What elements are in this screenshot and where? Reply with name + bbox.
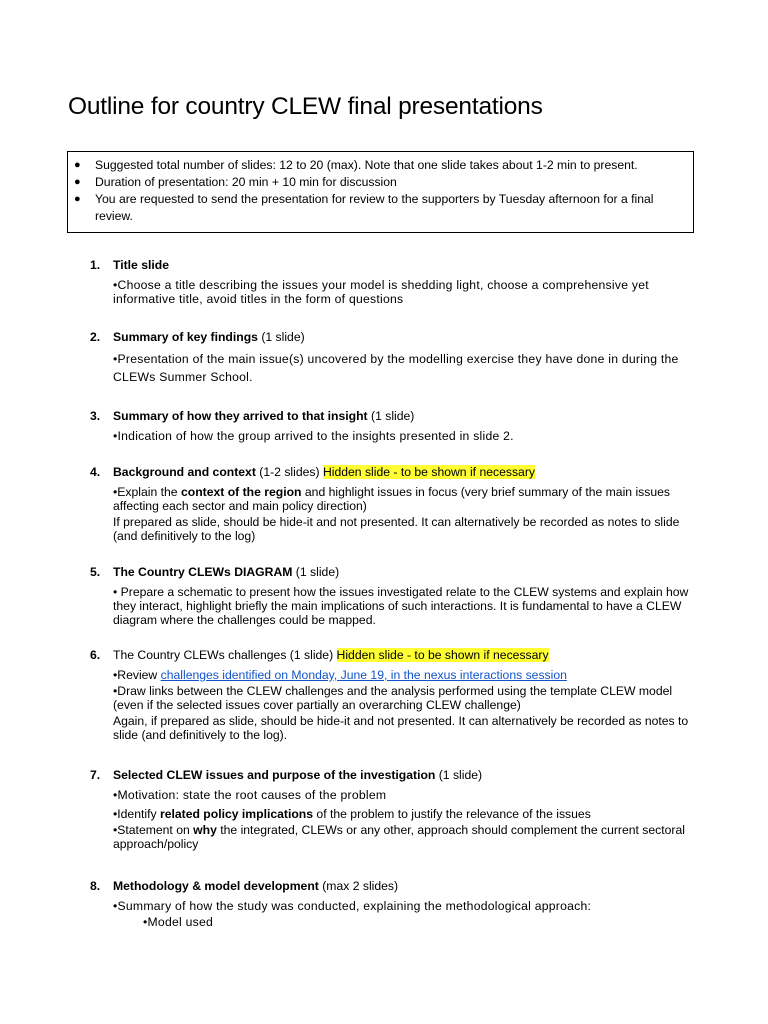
section-body-text: •Motivation: state the root causes of the problem bbox=[113, 788, 387, 802]
section-heading bbox=[90, 465, 700, 479]
section-number: 5. bbox=[90, 565, 101, 579]
notes-item bbox=[76, 174, 685, 191]
section-body-text: •Summary of how the study was conducted, explaining the methodological approach: bbox=[113, 899, 592, 913]
text-run-bold: related policy implications bbox=[159, 807, 314, 821]
section-body-text: If prepared as slide, should be hide-it and not presented. It can alternatively be recorded as notes to slide (and definitively to the log) bbox=[113, 515, 680, 543]
section-slide-count: (1 slide) bbox=[435, 768, 483, 782]
text-run: of the problem to justify the relevance of the issues bbox=[313, 807, 591, 821]
bullet-icon: ● bbox=[74, 176, 81, 188]
section-heading-text: Background and context bbox=[113, 465, 256, 479]
section-body-text: •Presentation of the main issue(s) uncovered by the modelling exercise they have done in during the CLEWs Summer School. bbox=[113, 352, 679, 384]
section-number: 3. bbox=[90, 409, 101, 423]
section-heading bbox=[90, 768, 700, 782]
section-number: 4. bbox=[90, 465, 101, 479]
section-body bbox=[90, 278, 700, 306]
section-heading-text: Selected CLEW issues and purpose of the investigation bbox=[113, 768, 436, 782]
section-diagram bbox=[90, 565, 700, 629]
bullet-icon: ● bbox=[74, 159, 81, 171]
challenges-link[interactable]: challenges identified on Monday, June 19, in the nexus interactions session bbox=[160, 668, 567, 682]
text-run: •Statement on bbox=[113, 823, 194, 837]
section-heading bbox=[90, 879, 700, 893]
section-body bbox=[90, 788, 700, 851]
section-body-text bbox=[113, 823, 700, 851]
section-challenges bbox=[90, 648, 700, 744]
section-body bbox=[90, 429, 700, 443]
notes-item-text: Duration of presentation: 20 min + 10 min for discussion bbox=[95, 175, 397, 189]
section-body-text: Again, if prepared as slide, should be hide-it and not presented. It can alternatively be recorded as notes to slide (and definitively to the log). bbox=[113, 714, 689, 742]
section-heading bbox=[90, 330, 700, 344]
section-number: 2. bbox=[90, 330, 101, 344]
section-body bbox=[90, 485, 700, 543]
section-body bbox=[90, 585, 700, 627]
section-heading bbox=[90, 258, 700, 272]
text-run: •Explain the bbox=[113, 485, 181, 499]
text-run: •Review bbox=[113, 668, 161, 682]
notes-item bbox=[76, 191, 685, 225]
section-body-text: •Choose a title describing the issues your model is shedding light, choose a comprehensive yet informative title, avoid titles in the form of questions bbox=[113, 278, 649, 306]
hidden-slide-highlight: Hidden slide - to be shown if necessary bbox=[322, 465, 535, 479]
section-number: 8. bbox=[90, 879, 101, 893]
section-slide-count: (1-2 slides) bbox=[255, 465, 323, 479]
section-methodology bbox=[90, 879, 700, 931]
text-run-bold: why bbox=[193, 823, 217, 837]
section-body bbox=[90, 668, 700, 742]
section-heading-text: The Country CLEWs challenges (1 slide) bbox=[113, 648, 337, 662]
section-heading-text: Title slide bbox=[113, 258, 169, 272]
section-heading-text: The Country CLEWs DIAGRAM bbox=[113, 565, 293, 579]
notes-item bbox=[76, 157, 685, 174]
section-body-text bbox=[113, 485, 700, 513]
section-slide-count: (1 slide) bbox=[257, 330, 305, 344]
section-body-text: •Indication of how the group arrived to the insights presented in slide 2. bbox=[113, 429, 514, 443]
section-heading-text: Methodology & model development bbox=[113, 879, 319, 893]
notes-item-text: Suggested total number of slides: 12 to 20 (max). Note that one slide takes about 1-2 min to present. bbox=[95, 158, 638, 172]
text-run: and highlight issues in focus (very brief summary of the main issues affecting each sector and main policy direction) bbox=[113, 485, 670, 513]
section-title-slide bbox=[90, 258, 700, 308]
section-slide-count: (1 slide) bbox=[292, 565, 340, 579]
section-body-text bbox=[113, 807, 700, 821]
notes-item-text: You are requested to send the presentation for review to the supporters by Tuesday afternoon for a final review. bbox=[95, 192, 654, 223]
section-issues-purpose bbox=[90, 768, 700, 853]
bullet-icon: ● bbox=[74, 193, 81, 205]
section-heading-text: Summary of how they arrived to that insight bbox=[113, 409, 368, 423]
text-run: •Identify bbox=[113, 807, 160, 821]
section-body-text bbox=[113, 668, 700, 682]
text-run: the integrated, CLEWs or any other, approach should complement the current sectoral approach/policy bbox=[113, 823, 685, 851]
section-body bbox=[90, 350, 700, 386]
section-insight bbox=[90, 409, 700, 445]
notes-box bbox=[67, 151, 694, 233]
text-run-bold: context of the region bbox=[180, 485, 302, 499]
section-number: 6. bbox=[90, 648, 101, 662]
section-slide-count: (1 slide) bbox=[367, 409, 415, 423]
section-body-text: • Prepare a schematic to present how the issues investigated relate to the CLEW systems and explain how they interact, highlight briefly the main implications of such interactions. It is fundamental to have a CLEW diagram where the challenges could be mapped. bbox=[113, 585, 689, 627]
hidden-slide-highlight: Hidden slide - to be shown if necessary bbox=[336, 648, 549, 662]
section-heading bbox=[90, 565, 700, 579]
section-number: 7. bbox=[90, 768, 101, 782]
section-slide-count: (max 2 slides) bbox=[318, 879, 399, 893]
section-body bbox=[90, 899, 700, 929]
section-heading-text: Summary of key findings bbox=[113, 330, 258, 344]
section-heading bbox=[90, 409, 700, 423]
section-sub-item: •Model used bbox=[143, 915, 214, 929]
section-heading bbox=[90, 648, 700, 662]
document-title: Outline for country CLEW final presentations bbox=[68, 93, 543, 120]
section-key-findings bbox=[90, 330, 700, 388]
section-number: 1. bbox=[90, 258, 101, 272]
notes-list bbox=[76, 157, 685, 225]
section-body-text: •Draw links between the CLEW challenges and the analysis performed using the template CLEW model (even if the selected issues cover partially an overarching CLEW challenge) bbox=[113, 684, 673, 712]
section-background bbox=[90, 465, 700, 545]
